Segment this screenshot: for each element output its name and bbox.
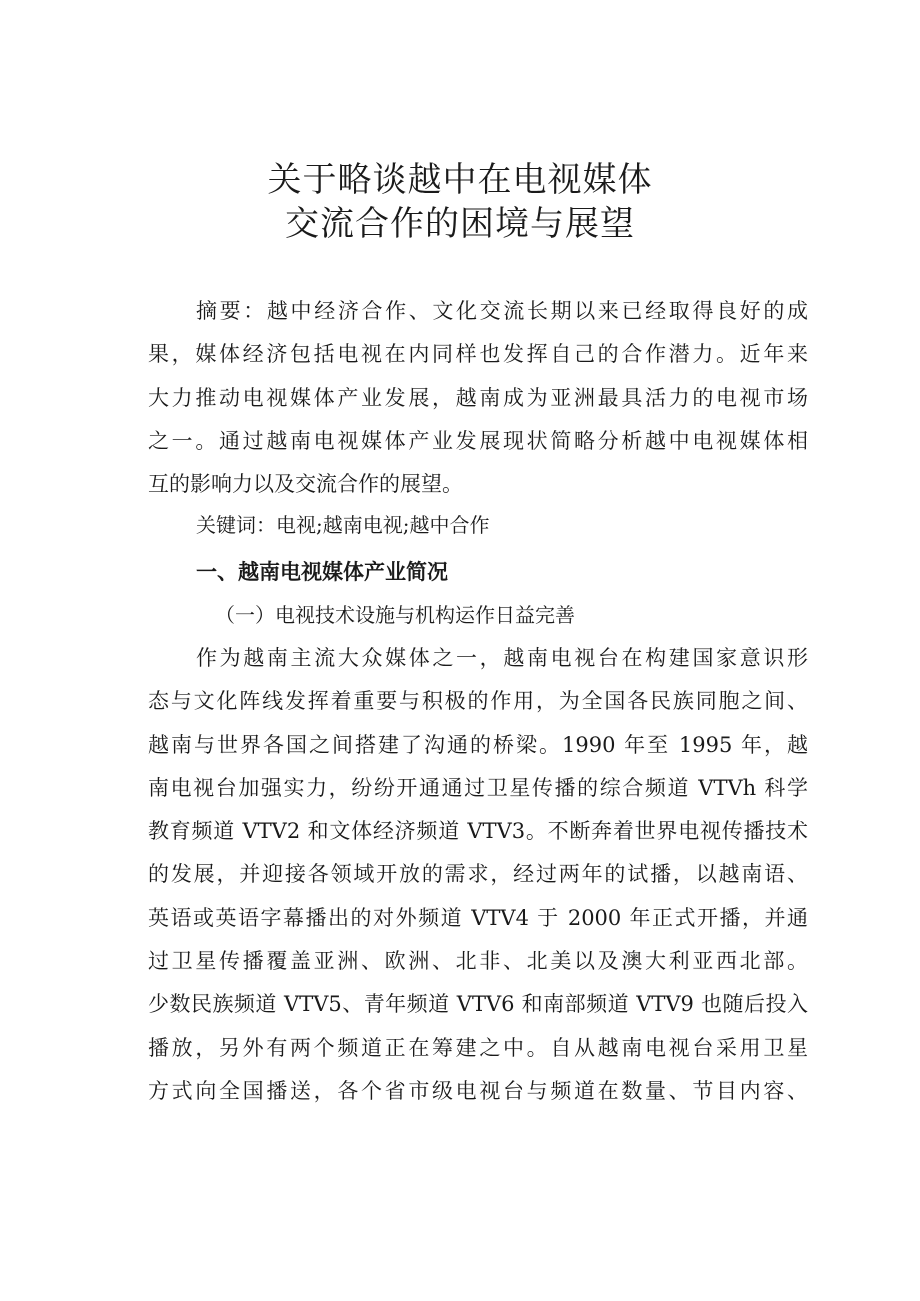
document-title-line-2: 交流合作的困境与展望 xyxy=(285,204,635,244)
body-line: 教育频道 VTV2 和文体经济频道 VTV3。不断奔着世界电视传播技术 xyxy=(148,819,808,844)
subsection-heading: （一）电视技术设施与机构运作日益完善 xyxy=(215,603,575,627)
abstract-line: 摘要：越中经济合作、文化交流长期以来已经取得良好的成 xyxy=(196,299,808,323)
abstract-line: 之一。通过越南电视媒体产业发展现状简略分析越中电视媒体相 xyxy=(148,428,808,453)
body-line: 越南与世界各国之间搭建了沟通的桥梁。1990 年至 1995 年，越 xyxy=(148,732,808,757)
body-line: 方式向全国播送，各个省市级电视台与频道在数量、节目内容、 xyxy=(148,1078,808,1103)
body-line: 的发展，并迎接各领域开放的需求，经过两年的试播，以越南语、 xyxy=(148,862,808,887)
abstract-line: 果，媒体经济包括电视在内同样也发挥自己的合作潜力。近年来 xyxy=(148,342,808,367)
body-line: 南电视台加强实力，纷纷开通通过卫星传播的综合频道 VTVh 科学 xyxy=(148,775,808,800)
body-paragraph xyxy=(148,637,808,1113)
body-line: 作为越南主流大众媒体之一，越南电视台在构建国家意识形 xyxy=(196,646,808,670)
body-line: 过卫星传播覆盖亚洲、欧洲、北非、北美以及澳大利亚西北部。 xyxy=(148,949,808,974)
abstract-line: 互的影响力以及交流合作的展望。 xyxy=(148,472,463,497)
section-heading: 一、越南电视媒体产业简况 xyxy=(196,560,448,584)
abstract-line: 大力推动电视媒体产业发展，越南成为亚洲最具活力的电视市场 xyxy=(148,385,808,410)
body-line: 态与文化阵线发挥着重要与积极的作用，为全国各民族同胞之间、 xyxy=(148,689,808,714)
body-line: 播放，另外有两个频道正在筹建之中。自从越南电视台采用卫星 xyxy=(148,1035,808,1060)
abstract-paragraph xyxy=(148,290,808,506)
document-title-line-1: 关于略谈越中在电视媒体 xyxy=(267,160,653,200)
body-line: 少数民族频道 VTV5、青年频道 VTV6 和南部频道 VTV9 也随后投入 xyxy=(148,992,808,1017)
keywords-line: 关键词：电视;越南电视;越中合作 xyxy=(196,513,490,537)
body-line: 英语或英语字幕播出的对外频道 VTV4 于 2000 年正式开播，并通 xyxy=(148,905,808,930)
